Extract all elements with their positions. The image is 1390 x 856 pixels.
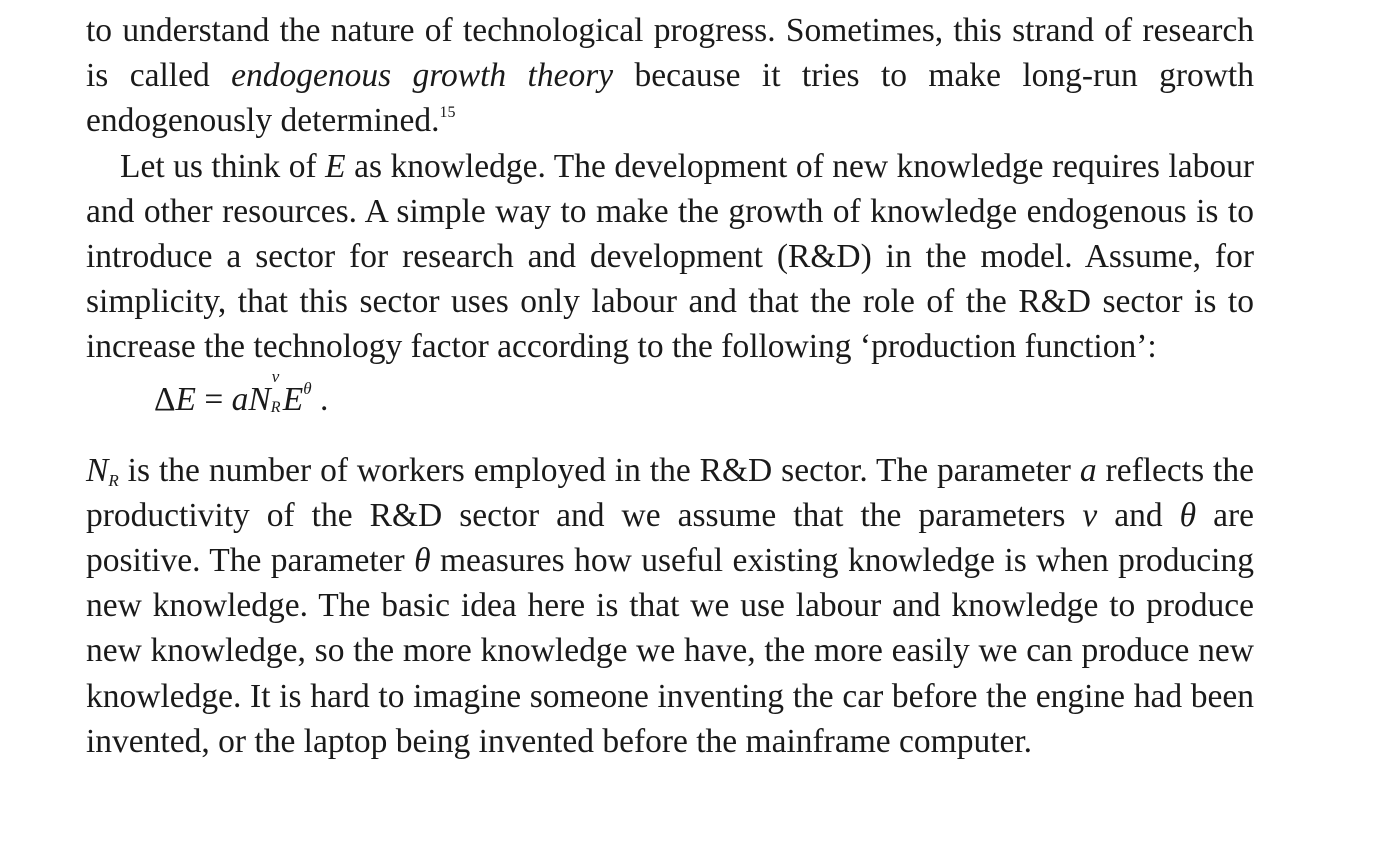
parameter-theta-repeat: θ xyxy=(414,542,431,580)
equation-e-variable: E xyxy=(282,380,304,418)
paragraph-1 xyxy=(86,8,1254,144)
document-page xyxy=(86,8,1254,764)
parameter-a: a xyxy=(1079,451,1097,489)
parameter-v: v xyxy=(1082,496,1098,534)
paragraph-1-text-end: because it tries to make long-run growth endogenously determined. xyxy=(86,57,1254,140)
paragraph-2-text-start: Let us think of xyxy=(120,147,326,185)
variable-n-subscript: R xyxy=(108,470,119,490)
paragraph-3 xyxy=(86,448,1254,764)
equation-body xyxy=(154,364,328,436)
n-exponent: v xyxy=(271,367,280,387)
equation-lhs-variable: E xyxy=(175,380,197,418)
equation-n-variable: N xyxy=(248,380,271,418)
n-exponent-and-subscript xyxy=(270,367,283,417)
paragraph-1-text-start: to understand the nature of technological progress. Sometimes, this strand of research is called xyxy=(86,12,1254,95)
paragraph-3-text-d: are positive. The parameter xyxy=(86,496,1254,580)
equals-sign: = xyxy=(196,380,232,418)
paragraph-2-text-end: as knowledge. The development of new knowledge requires labour and other resources. A simple way to make the growth of knowledge endogenous is to introduce a sector for research and development (R&D) in the model. Assume, for simplicity, that this sector uses only labour and that the role of the R&D sector is to increase the technology factor according to the following ‘production function’: xyxy=(86,147,1254,366)
paragraph-2 xyxy=(86,144,1254,370)
variable-e: E xyxy=(325,147,346,185)
variable-n: N xyxy=(86,451,109,489)
paragraph-3-text-b: reflects the productivity of the R&D sector and we assume that the parameters xyxy=(86,451,1254,534)
equation-period: . xyxy=(311,380,329,418)
parameter-theta: θ xyxy=(1179,496,1197,534)
n-subscript: R xyxy=(270,399,281,417)
production-function-equation xyxy=(86,367,1254,442)
delta-symbol: Δ xyxy=(154,380,176,418)
paragraph-3-text-c: and xyxy=(1097,496,1180,534)
e-exponent: θ xyxy=(303,378,312,398)
emphasized-term: endogenous growth theory xyxy=(231,57,614,95)
equation-coefficient: a xyxy=(231,380,249,418)
paragraph-3-text-a: is the number of workers employed in the R&D sector. The parameter xyxy=(118,451,1080,489)
paragraph-3-text-e: measures how useful existing knowledge is when producing new knowledge. The basic idea here is that we use labour and knowledge to produce new knowledge, so the more knowledge we have, the more easily we can produce new knowledge. It is hard to imagine someone inventing the car before the engine had been invented, or the laptop being invented before the mainframe computer. xyxy=(86,542,1254,760)
footnote-reference[interactable]: 15 xyxy=(439,104,456,122)
